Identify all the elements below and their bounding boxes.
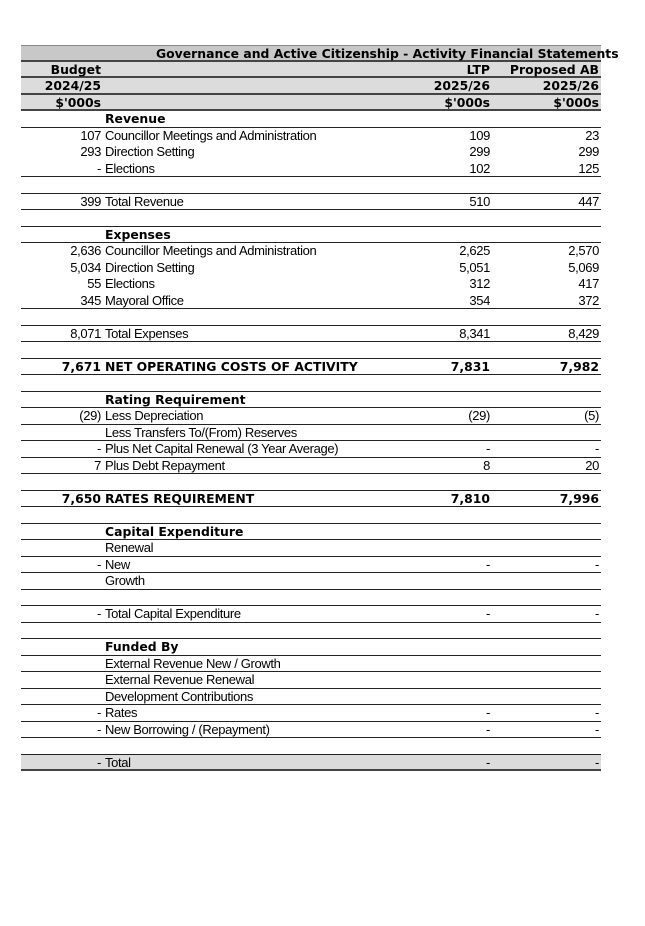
section-heading-label: Capital Expenditure: [105, 523, 244, 539]
cell-label: External Revenue Renewal: [105, 672, 255, 687]
cell-label: New: [105, 556, 130, 572]
section-heading-expenses: [21, 227, 601, 244]
cell-budget: 2,636: [70, 243, 101, 258]
table-row: [21, 243, 601, 260]
cell-ltp: 7,810: [450, 490, 490, 506]
cell-ltp: -: [486, 721, 490, 737]
cell-label: Renewal: [105, 540, 154, 555]
cell-budget: 7: [94, 457, 101, 473]
cell-proposed: -: [595, 441, 599, 456]
cell-budget: -: [97, 441, 101, 456]
section-heading-funded-by: [21, 639, 601, 656]
cell-budget: -: [97, 556, 101, 572]
cell-budget: 7,650: [61, 490, 101, 506]
cell-ltp: 510: [469, 193, 490, 209]
cell-ltp: 5,051: [459, 259, 490, 275]
table-row: [21, 260, 601, 277]
cell-ltp: (29): [468, 408, 490, 423]
cell-ltp: -: [486, 705, 490, 720]
cell-ltp: 102: [469, 160, 490, 176]
cell-ltp: 354: [469, 292, 490, 308]
table-row: [21, 705, 601, 722]
rates-requirement-row: [21, 491, 601, 508]
cell-proposed: 2,570: [568, 243, 599, 258]
col-unit-proposed: $'000s: [553, 94, 599, 110]
cell-ltp: 2,625: [459, 243, 490, 258]
section-heading-revenue: [21, 111, 601, 128]
cell-label: Total Revenue: [105, 193, 184, 209]
spacer-row: [21, 507, 601, 524]
header-row-years: [21, 78, 601, 95]
cell-proposed: -: [595, 754, 599, 770]
cell-budget: 293: [80, 144, 101, 159]
cell-proposed: (5): [584, 408, 599, 423]
cell-label: NET OPERATING COSTS OF ACTIVITY: [105, 358, 358, 374]
cell-label: Mayoral Office: [105, 292, 184, 308]
section-heading-label: Revenue: [105, 111, 166, 126]
cell-budget: -: [97, 160, 101, 176]
col-unit-budget: $'000s: [55, 94, 101, 110]
cell-budget: 345: [80, 292, 101, 308]
table-row: [21, 689, 601, 706]
cell-ltp: 299: [469, 144, 490, 159]
section-heading-label: Rating Requirement: [105, 391, 246, 407]
cell-ltp: -: [486, 606, 490, 621]
cell-proposed: -: [595, 721, 599, 737]
cell-budget: (29): [79, 408, 101, 423]
cell-proposed: 417: [578, 276, 599, 291]
total-funded-row: [21, 755, 601, 772]
cell-proposed: 447: [578, 193, 599, 209]
section-heading-label: Expenses: [105, 226, 171, 242]
cell-ltp: 8,341: [459, 325, 490, 341]
spacer-row: [21, 342, 601, 359]
total-expenses-row: [21, 326, 601, 343]
spacer-row: [21, 375, 601, 392]
table-row: [21, 425, 601, 442]
cell-ltp: -: [486, 556, 490, 572]
cell-proposed: -: [595, 556, 599, 572]
table-title-row: [21, 45, 619, 62]
cell-label: Direction Setting: [105, 259, 195, 275]
cell-label: Direction Setting: [105, 144, 195, 159]
cell-budget: -: [97, 721, 101, 737]
cell-proposed: 125: [578, 160, 599, 176]
total-revenue-row: [21, 194, 601, 211]
spacer-row: [21, 177, 601, 194]
cell-proposed: -: [595, 705, 599, 720]
table-row: [21, 144, 601, 161]
cell-label: Development Contributions: [105, 688, 254, 704]
cell-label: Councillor Meetings and Administration: [105, 243, 317, 258]
col-header-ltp: LTP: [466, 61, 490, 77]
cell-label: External Revenue New / Growth: [105, 655, 281, 671]
cell-budget: -: [97, 705, 101, 720]
table-row: [21, 722, 601, 739]
cell-budget: -: [97, 754, 101, 770]
spacer-row: [21, 623, 601, 640]
table-row: [21, 557, 601, 574]
cell-label: New Borrowing / (Repayment): [105, 721, 270, 737]
col-unit-ltp: $'000s: [444, 94, 490, 110]
spacer-row: [21, 738, 601, 755]
financial-statement-table: [21, 45, 619, 771]
table-row: [21, 573, 601, 590]
cell-budget: 7,671: [61, 358, 101, 374]
cell-label: Rates: [105, 705, 138, 720]
cell-label: Less Depreciation: [105, 408, 204, 423]
header-row-labels: [21, 62, 601, 79]
cell-proposed: -: [595, 606, 599, 621]
cell-ltp: 109: [469, 127, 490, 143]
table-row: [21, 441, 601, 458]
cell-label: Elections: [105, 160, 155, 176]
cell-label: Total Expenses: [105, 325, 189, 341]
section-heading-rating: [21, 392, 601, 409]
cell-label: Councillor Meetings and Administration: [105, 127, 317, 143]
cell-ltp: 7,831: [450, 358, 490, 374]
table-row: [21, 293, 601, 310]
section-heading-capex: [21, 524, 601, 541]
cell-ltp: -: [486, 441, 490, 456]
cell-proposed: 8,429: [568, 325, 599, 341]
cell-label: Growth: [105, 573, 145, 588]
col-header-budget: Budget: [50, 61, 101, 77]
cell-budget: 55: [87, 276, 101, 291]
spacer-row: [21, 309, 601, 326]
table-row: [21, 161, 601, 178]
table-row: [21, 128, 601, 145]
cell-ltp: 8: [483, 457, 490, 473]
table-row: [21, 276, 601, 293]
cell-budget: 8,071: [70, 325, 101, 341]
cell-label: Elections: [105, 276, 155, 291]
cell-label: Total Capital Expenditure: [105, 606, 241, 621]
cell-budget: 399: [80, 193, 101, 209]
col-year-proposed: 2025/26: [542, 78, 599, 93]
cell-proposed: 372: [578, 292, 599, 308]
cell-ltp: 312: [469, 276, 490, 291]
cell-proposed: 23: [585, 127, 599, 143]
cell-label: Plus Net Capital Renewal (3 Year Average): [105, 441, 339, 456]
table-row: [21, 408, 601, 425]
cell-proposed: 20: [585, 457, 599, 473]
col-year-budget: 2024/25: [44, 78, 101, 93]
cell-ltp: -: [486, 754, 490, 770]
table-row: [21, 540, 601, 557]
cell-label: RATES REQUIREMENT: [105, 490, 255, 506]
spacer-row: [21, 474, 601, 491]
cell-label: Less Transfers To/(From) Reserves: [105, 424, 297, 440]
total-capex-row: [21, 606, 601, 623]
cell-label: Total: [105, 754, 131, 770]
spacer-row: [21, 590, 601, 607]
col-header-proposed: Proposed AB: [509, 61, 599, 77]
spacer-row: [21, 210, 601, 227]
col-year-ltp: 2025/26: [433, 78, 490, 93]
section-heading-label: Funded By: [105, 639, 179, 654]
cell-budget: 5,034: [70, 259, 101, 275]
cell-proposed: 5,069: [568, 259, 599, 275]
table-row: [21, 458, 601, 475]
cell-label: Plus Debt Repayment: [105, 457, 225, 473]
table-title: Governance and Active Citizenship - Activity Financial Statements: [156, 46, 619, 61]
net-operating-costs-row: [21, 359, 601, 376]
table-row: [21, 672, 601, 689]
cell-budget: -: [97, 606, 101, 621]
cell-proposed: 7,982: [559, 358, 599, 374]
table-row: [21, 656, 601, 673]
header-row-units: [21, 95, 601, 112]
cell-budget: 107: [80, 127, 101, 143]
cell-proposed: 7,996: [559, 490, 599, 506]
cell-proposed: 299: [578, 144, 599, 159]
